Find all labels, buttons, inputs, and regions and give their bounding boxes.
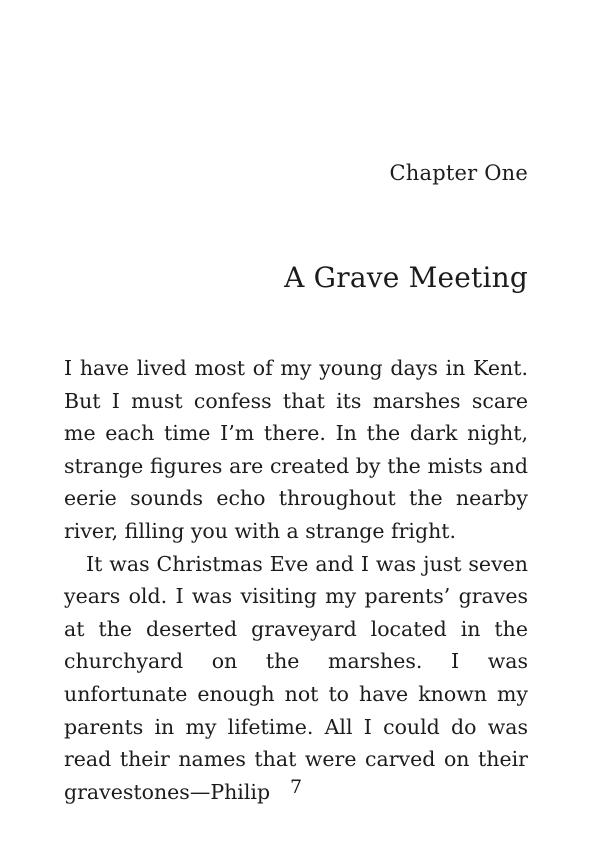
chapter-label: Chapter One — [389, 161, 528, 185]
paragraph-1: I have lived most of my young days in Kent. But I must confess that its marshes scare me each time I’m there. In the dark night, strange figures are created by the mists and eerie sounds echo throughout the nearby river, filling you with a strange fright. — [64, 356, 528, 543]
page-number: 7 — [289, 776, 303, 798]
chapter-title: A Grave Meeting — [284, 261, 528, 294]
body-text — [64, 352, 528, 808]
paragraph-2: It was Christmas Eve and I was just seven years old. I was visiting my parents’ graves at the deserted graveyard located in the churchyard on the marshes. I was unfortunate enough not to have known my parents in my lifetime. All I could do was read their names that were carved on their gravestones—Philip — [64, 551, 528, 804]
